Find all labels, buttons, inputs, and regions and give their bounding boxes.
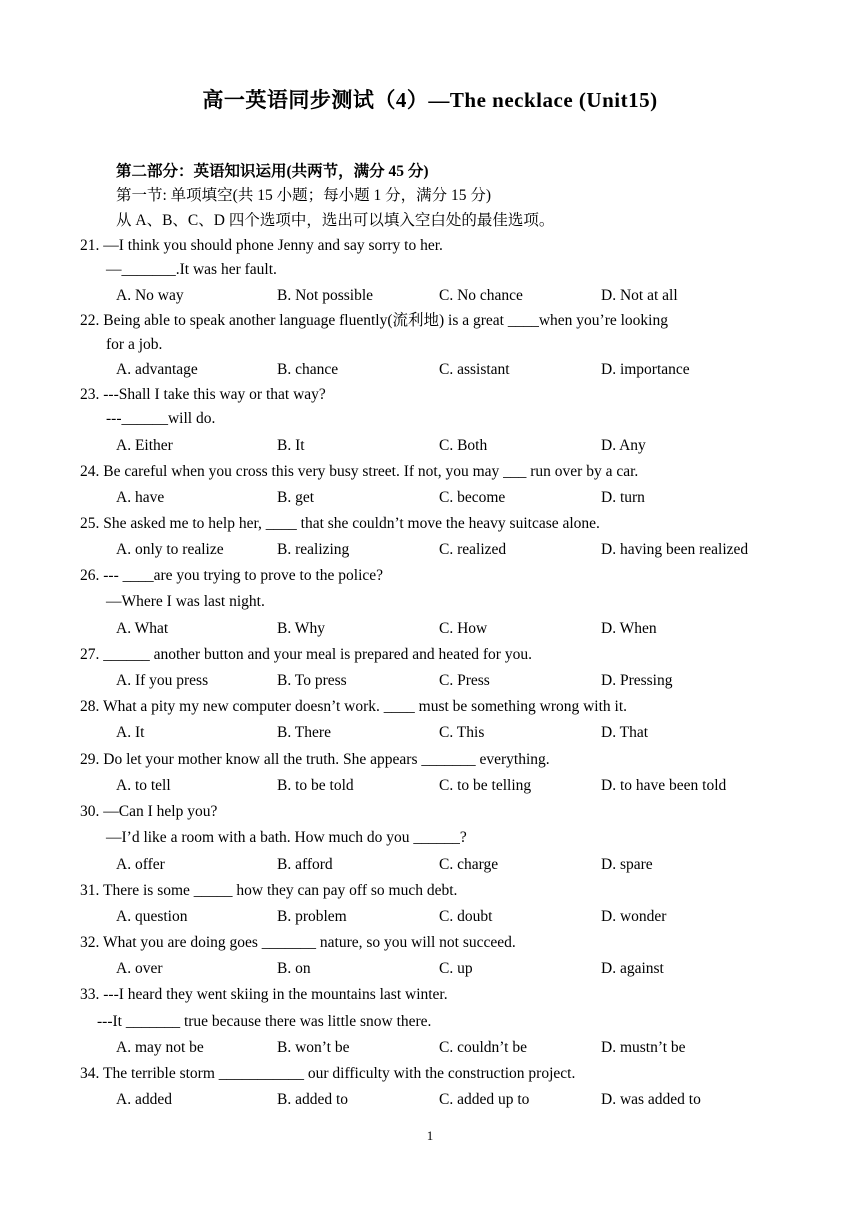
question-29-line-1: 29. Do let your mother know all the truth. She appears _______ everything. [80, 751, 550, 768]
question-33-line-2: ---It _______ true because there was little snow there. [97, 1013, 432, 1030]
question-34-option-a: A. added [116, 1091, 172, 1108]
question-30-option-d: D. spare [601, 856, 653, 873]
question-31-option-a: A. question [116, 908, 188, 925]
question-30-option-a: A. offer [116, 856, 165, 873]
question-23-line-2: ---______will do. [106, 410, 216, 427]
section-instruction: 从 A、B、C、D 四个选项中，选出可以填入空白处的最佳选项。 [116, 212, 555, 229]
question-26-option-a: A. What [116, 620, 169, 637]
question-26-option-c: C. How [439, 620, 488, 637]
question-34-option-d: D. was added to [601, 1091, 701, 1108]
question-28-option-c: C. This [439, 724, 485, 741]
question-25-option-c: C. realized [439, 541, 507, 558]
question-25-option-b: B. realizing [277, 541, 350, 558]
question-22-option-a: A. advantage [116, 361, 198, 378]
question-32-option-b: B. on [277, 960, 311, 977]
question-32-line-1: 32. What you are doing goes _______ nature, so you will not succeed. [80, 934, 516, 951]
question-24-option-d: D. turn [601, 489, 645, 506]
question-24-option-c: C. become [439, 489, 506, 506]
question-34-line-1: 34. The terrible storm ___________ our difficulty with the construction project. [80, 1065, 576, 1082]
question-33-option-b: B. won’t be [277, 1039, 350, 1056]
question-30-option-b: B. afford [277, 856, 333, 873]
question-27-option-c: C. Press [439, 672, 490, 689]
question-22-line-1: 22. Being able to speak another language fluently(流利地) is a great ____when you’re looking [80, 312, 668, 329]
question-33-line-1: 33. ---I heard they went skiing in the mountains last winter. [80, 986, 448, 1003]
question-28-option-a: A. It [116, 724, 145, 741]
question-22-line-2: for a job. [106, 336, 163, 353]
question-29-option-d: D. to have been told [601, 777, 727, 794]
question-30-option-c: C. charge [439, 856, 499, 873]
question-22-option-b: B. chance [277, 361, 339, 378]
question-26-option-b: B. Why [277, 620, 325, 637]
question-23-option-b: B. It [277, 437, 305, 454]
question-21-option-c: C. No chance [439, 287, 523, 304]
question-28-line-1: 28. What a pity my new computer doesn’t work. ____ must be something wrong with it. [80, 698, 628, 715]
question-32-option-c: C. up [439, 960, 473, 977]
question-24-line-1: 24. Be careful when you cross this very busy street. If not, you may ___ run over by a car. [80, 463, 639, 480]
question-26-option-d: D. When [601, 620, 657, 637]
question-23-line-1: 23. ---Shall I take this way or that way? [80, 386, 326, 403]
question-31-option-c: C. doubt [439, 908, 493, 925]
question-21-option-a: A. No way [116, 287, 184, 304]
question-33-option-d: D. mustn’t be [601, 1039, 686, 1056]
question-21-line-1: 21. —I think you should phone Jenny and say sorry to her. [80, 237, 443, 254]
question-21-line-2: —_______.It was her fault. [106, 261, 277, 278]
question-24-option-a: A. have [116, 489, 165, 506]
question-30-line-2: —I’d like a room with a bath. How much do you ______? [106, 829, 467, 846]
question-23-option-c: C. Both [439, 437, 488, 454]
question-23-option-a: A. Either [116, 437, 173, 454]
question-31-option-d: D. wonder [601, 908, 667, 925]
question-22-option-d: D. importance [601, 361, 690, 378]
question-21-option-d: D. Not at all [601, 287, 678, 304]
question-21-option-b: B. Not possible [277, 287, 374, 304]
question-29-option-c: C. to be telling [439, 777, 532, 794]
question-32-option-d: D. against [601, 960, 664, 977]
question-23-option-d: D. Any [601, 437, 646, 454]
question-22-option-c: C. assistant [439, 361, 510, 378]
section-heading: 第二部分：英语知识运用(共两节，满分 45 分) [116, 163, 429, 180]
question-26-line-1: 26. --- ____are you trying to prove to the police? [80, 567, 384, 584]
question-26-line-2: —Where I was last night. [106, 593, 265, 610]
page-number: 1 [426, 1128, 434, 1143]
question-33-option-c: C. couldn’t be [439, 1039, 527, 1056]
question-27-option-d: D. Pressing [601, 672, 673, 689]
question-31-option-b: B. problem [277, 908, 347, 925]
question-27-option-a: A. If you press [116, 672, 209, 689]
question-24-option-b: B. get [277, 489, 315, 506]
question-27-line-1: 27. ______ another button and your meal is prepared and heated for you. [80, 646, 532, 663]
question-34-option-b: B. added to [277, 1091, 349, 1108]
question-33-option-a: A. may not be [116, 1039, 204, 1056]
question-30-line-1: 30. —Can I help you? [80, 803, 218, 820]
question-28-option-d: D. That [601, 724, 649, 741]
question-28-option-b: B. There [277, 724, 331, 741]
question-25-option-a: A. only to realize [116, 541, 224, 558]
question-25-line-1: 25. She asked me to help her, ____ that she couldn’t move the heavy suitcase alone. [80, 515, 600, 532]
question-29-option-b: B. to be told [277, 777, 354, 794]
page-title: 高一英语同步测试（4）—The necklace (Unit15) [202, 88, 658, 112]
question-29-option-a: A. to tell [116, 777, 171, 794]
question-31-line-1: 31. There is some _____ how they can pay off so much debt. [80, 882, 458, 899]
section-subheading: 第一节: 单项填空(共 15 小题；每小题 1 分，满分 15 分) [116, 187, 492, 204]
question-32-option-a: A. over [116, 960, 163, 977]
question-34-option-c: C. added up to [439, 1091, 530, 1108]
question-27-option-b: B. To press [277, 672, 347, 689]
question-25-option-d: D. having been realized [601, 541, 749, 558]
